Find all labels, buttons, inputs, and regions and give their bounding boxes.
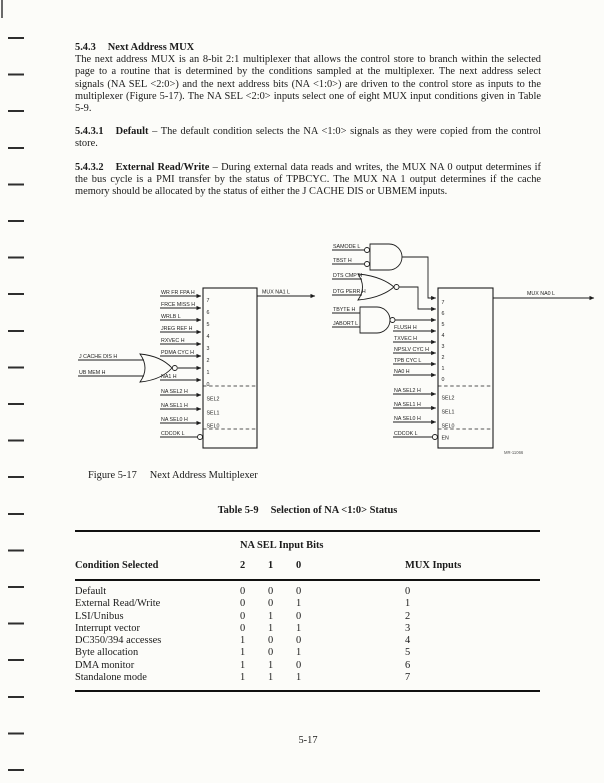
cell-sel0: 0	[296, 659, 302, 671]
section-title: External Read/Write	[115, 161, 210, 173]
cell-sel0: 1	[296, 622, 302, 634]
mux-na1-block	[78, 288, 315, 448]
signal-label: NA SEL0 H	[394, 415, 421, 422]
signal-label: NA0 H	[394, 368, 410, 375]
pin-label: 4	[206, 334, 210, 340]
section-heading-543	[75, 42, 541, 54]
section-title: Next Address MUX	[107, 42, 195, 53]
cell-mux-input: 2	[405, 610, 411, 622]
signal-label: RXVEC H	[161, 337, 185, 344]
cell-condition: DC350/394 accesses	[75, 635, 162, 647]
signal-label: WRLB L	[161, 313, 181, 320]
cell-sel2: 0	[240, 610, 246, 622]
cell-mux-input: 1	[405, 598, 411, 610]
page-number: 5-17	[298, 735, 318, 746]
table-row	[75, 635, 540, 647]
cell-condition: DMA monitor	[75, 659, 135, 671]
pin-label: SEL0	[441, 423, 455, 430]
col-sel-bit-2: 2	[240, 551, 268, 580]
pin-label: 2	[441, 355, 445, 361]
pin-label: SEL2	[441, 395, 455, 402]
cell-condition: Default	[75, 586, 107, 597]
signal-label: TPB CYC L	[394, 357, 422, 364]
signal-label: NA SEL1 H	[394, 401, 421, 408]
figure-ref-code: MR-11066	[504, 450, 524, 455]
paragraph-body: – The default condition selects the NA <1:0> signals as they were copied from the control store.	[75, 126, 541, 150]
signal-label: CDCOK L	[161, 430, 185, 437]
pin-label: 5	[206, 322, 210, 328]
paragraph-543: The next address MUX is an 8-bit 2:1 multiplexer that allows the control store to branch within the selected page to a routine that is determined by the conditions sampled at the multiplexer. The next address select signals (NA SEL <2:0>) and the next address bits (NA <1:0>) are driven to the control store as inputs to the multiplexer (Figure 5-17). The NA SEL <2:0> inputs select one of eight MUX input conditions given in Table 5-9.	[75, 54, 541, 115]
pin-label: 0	[441, 377, 445, 383]
figure-label: Figure 5-17	[88, 470, 137, 481]
figure-caption	[88, 470, 258, 481]
signal-label: CDCOK L	[394, 430, 418, 437]
cell-condition: External Read/Write	[75, 598, 161, 610]
table-label: Table 5-9	[217, 505, 259, 516]
table-row	[75, 598, 540, 610]
section-number: 5.4.3.1	[75, 126, 104, 138]
cell-sel1: 1	[268, 659, 274, 671]
cell-mux-input: 4	[405, 635, 411, 647]
signal-label: JABORT L	[333, 320, 359, 327]
cell-sel2: 0	[240, 586, 246, 597]
section-title: Default	[115, 126, 149, 138]
cell-mux-input: 0	[405, 586, 411, 597]
section-number: 5.4.3.2	[75, 161, 104, 173]
pin-label: 3	[206, 346, 210, 352]
col-sel-bit-0: 0	[296, 551, 400, 580]
signal-label: JREG REF H	[161, 325, 193, 332]
signal-label: J CACHE DIS H	[79, 353, 118, 360]
cell-sel1: 0	[268, 635, 274, 647]
signal-label: NA1 H	[161, 373, 177, 380]
table-title	[75, 505, 540, 516]
cell-sel0: 1	[296, 598, 302, 610]
pin-label: EN	[441, 435, 449, 442]
cell-condition: Standalone mode	[75, 672, 240, 691]
cell-condition: Byte allocation	[75, 647, 139, 659]
signal-label: FLUSH H	[394, 324, 417, 331]
cell-mux-input: 3	[405, 622, 411, 634]
col-condition-selected: Condition Selected	[75, 551, 240, 580]
signal-label: TBST H	[333, 257, 352, 264]
pin-label: SEL2	[206, 396, 220, 403]
paragraph-5432	[75, 162, 541, 199]
cell-sel1: 1	[268, 672, 296, 691]
signal-label: DTS CMP H	[333, 272, 363, 279]
signal-label: TXVEC H	[394, 335, 417, 342]
signal-label: UB MEM H	[79, 369, 106, 376]
signal-label: TBYTE H	[333, 306, 356, 313]
cell-sel0: 1	[296, 672, 400, 691]
cell-sel2: 0	[240, 622, 246, 634]
cell-sel1: 1	[268, 622, 274, 634]
cell-sel1: 0	[268, 647, 274, 659]
pin-label: 7	[441, 300, 445, 306]
pin-label: SEL0	[206, 423, 220, 430]
cell-sel0: 0	[296, 635, 302, 647]
body-text	[75, 42, 541, 198]
cell-sel0: 0	[296, 610, 302, 622]
cell-sel2: 1	[240, 635, 246, 647]
pin-label: 1	[206, 370, 210, 376]
signal-label: PDMA CYC H	[161, 349, 194, 356]
table-row	[75, 611, 540, 623]
signal-label: FRCE MISS H	[161, 301, 196, 308]
table-row	[75, 660, 540, 672]
cell-sel2: 0	[240, 598, 246, 610]
cell-mux-input: 6	[405, 659, 411, 671]
pin-label: 6	[441, 311, 445, 317]
cell-condition: LSI/Unibus	[75, 610, 124, 622]
signal-label: MUX NA1 L	[262, 289, 290, 296]
cell-sel1: 1	[268, 610, 274, 622]
cell-mux-input: 7	[400, 672, 540, 691]
pin-label: 6	[206, 310, 210, 316]
table-row	[75, 647, 540, 659]
cell-sel2: 1	[240, 672, 268, 691]
cell-condition: Interrupt vector	[75, 622, 140, 634]
signal-label: MUX NA0 L	[527, 291, 555, 297]
signal-label: NA SEL0 H	[161, 416, 188, 423]
table-title-text: Selection of NA <1:0> Status	[270, 505, 398, 516]
cell-sel1: 0	[268, 586, 274, 597]
cell-sel2: 1	[240, 659, 246, 671]
pin-label: 4	[441, 333, 445, 339]
group-header-row	[75, 531, 540, 551]
cell-sel0: 0	[296, 586, 302, 597]
signal-label: DTG PERR H	[333, 288, 366, 295]
col-sel-bit-1: 1	[268, 551, 296, 580]
pin-label: 1	[441, 366, 445, 372]
pin-label: 7	[206, 298, 210, 304]
pin-label: 2	[206, 358, 210, 364]
cell-sel1: 0	[268, 598, 274, 610]
signal-label: NA SEL1 H	[161, 402, 188, 409]
figure-5-17-diagram	[0, 238, 604, 468]
pin-label: SEL1	[441, 409, 455, 416]
table-row	[75, 672, 540, 691]
pin-label: SEL1	[206, 410, 220, 417]
cell-sel0: 1	[296, 647, 302, 659]
table-row	[75, 580, 540, 598]
signal-label: SAMODE L	[333, 243, 361, 250]
paragraph-5431	[75, 126, 541, 150]
cell-mux-input: 5	[405, 647, 411, 659]
pin-label: 3	[441, 344, 445, 350]
column-header-row	[75, 551, 540, 580]
signal-label: WR FR FPA H	[161, 289, 195, 296]
table-row	[75, 623, 540, 635]
signal-label: NA SEL2 H	[394, 387, 421, 394]
group-header: NA SEL Input Bits	[240, 531, 400, 551]
section-number: 5.4.3	[75, 42, 96, 53]
pin-label: 5	[441, 322, 445, 328]
cell-sel2: 1	[240, 647, 246, 659]
na-sel-table	[75, 530, 540, 692]
mux-na0-block	[332, 244, 594, 448]
pin-label: 0	[206, 382, 210, 388]
table-5-9	[75, 505, 540, 692]
signal-label: NA SEL2 H	[161, 388, 188, 395]
signal-label: NPSLV CYC H	[394, 346, 429, 353]
col-mux-inputs: MUX Inputs	[400, 551, 540, 580]
figure-title: Next Address Multiplexer	[149, 470, 258, 481]
scan-corner-tick	[1, 0, 3, 18]
paragraph-body: – During external data reads and writes, the MUX NA 0 output determines if the bus cycle is a PMI transfer by the status of TPBCYC. The MUX NA 1 output determines if the cache memory should be allocated by the status of either the J CACHE DIS or UBMEM inputs.	[75, 161, 541, 198]
